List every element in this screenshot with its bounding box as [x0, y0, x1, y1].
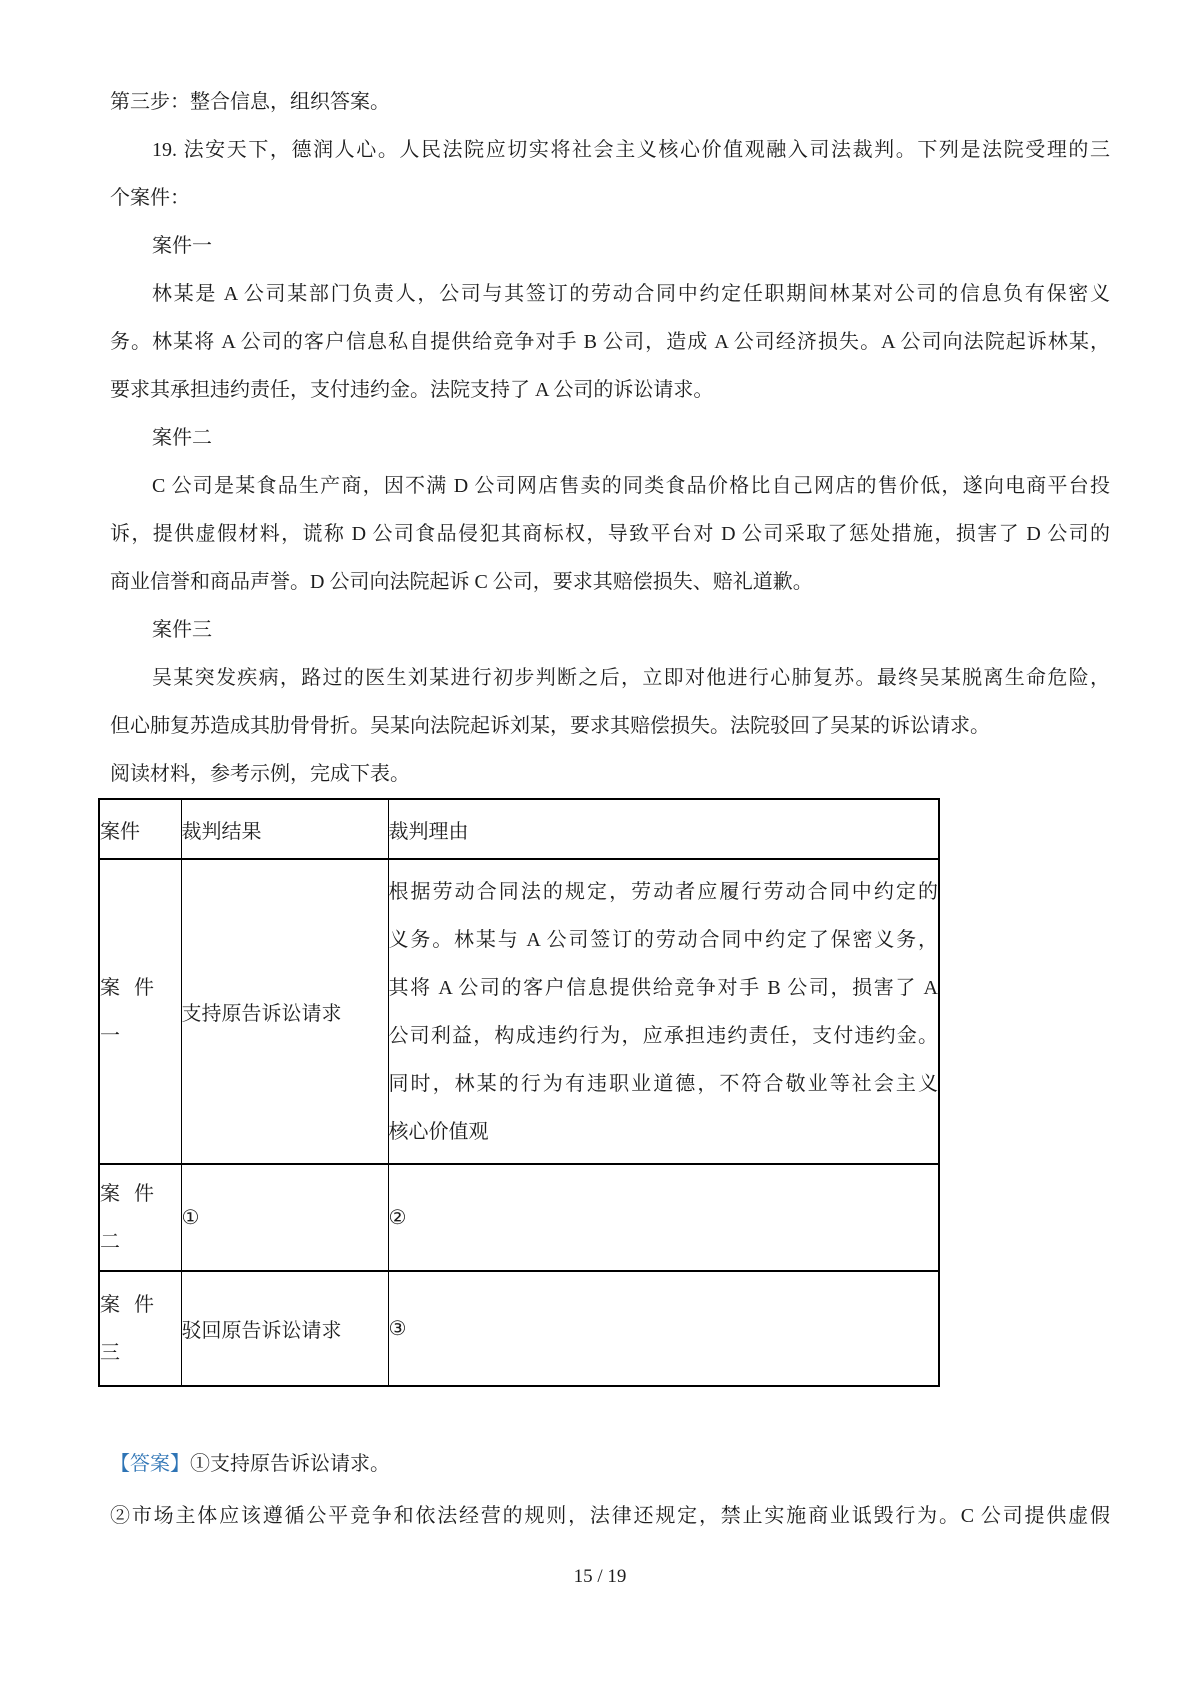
table-row-case-1 — [99, 859, 939, 1164]
reason-line: 核心价值观 — [388, 1120, 489, 1143]
answer-section — [110, 1438, 1110, 1542]
cases-table — [98, 798, 940, 1387]
table-header-row — [99, 799, 939, 859]
body-paragraphs — [110, 78, 1110, 798]
table-row-case-3 — [99, 1271, 939, 1386]
text-line: 但心肺复苏造成其肋骨骨折。吴某向法院起诉刘某，要求其赔偿损失。法院驳回了吴某的诉讼请求。 — [110, 715, 990, 737]
reason-line: 其将 A 公司的客户信息提供给竞争对手 B 公司，损害了 A — [388, 976, 938, 999]
cell-case-2 — [99, 1164, 181, 1271]
table-row-case-2 — [99, 1164, 939, 1271]
case-number: 二 — [100, 1230, 120, 1253]
text-line: 林某是 A 公司某部门负责人，公司与其签订的劳动合同中约定任职期间林某对公司的信息负有保密义 — [152, 283, 1110, 305]
text-line: 务。林某将 A 公司的客户信息私自提供给竞争对手 B 公司，造成 A 公司经济损失。A 公司向法院起诉林某， — [110, 331, 1110, 353]
text-line: 商业信誉和商品声誉。D 公司向法院起诉 C 公司，要求其赔偿损失、赔礼道歉。 — [110, 571, 813, 593]
cell-case-3 — [99, 1271, 181, 1386]
text-line: 19. 法安天下，德润人心。人民法院应切实将社会主义核心价值观融入司法裁判。下列是法院受理的三 — [152, 139, 1110, 161]
header-result: 裁判结果 — [181, 799, 388, 859]
cell-reason-1 — [388, 859, 939, 1164]
answer-line-1 — [110, 1438, 1110, 1490]
answer-label: 【答案】 — [110, 1453, 190, 1475]
case-label: 案件 — [100, 976, 154, 999]
text-line: 案件一 — [152, 235, 212, 257]
cell-result-3: 驳回原告诉讼请求 — [181, 1271, 388, 1386]
reason-line: 根据劳动合同法的规定，劳动者应履行劳动合同中约定的 — [388, 880, 938, 903]
cell-reason-2: ② — [388, 1164, 939, 1271]
cell-result-2: ① — [181, 1164, 388, 1271]
text-line: 诉，提供虚假材料，谎称 D 公司食品侵犯其商标权，导致平台对 D 公司采取了惩处措施，损害了 D 公司的 — [110, 523, 1110, 545]
reason-line: 同时，林某的行为有违职业道德，不符合敬业等社会主义 — [388, 1072, 938, 1095]
text-line: 个案件： — [110, 187, 190, 209]
answer-line-2: ②市场主体应该遵循公平竞争和依法经营的规则，法律还规定，禁止实施商业诋毁行为。C 公司提供虚假 — [110, 1505, 1110, 1527]
text-line: 案件二 — [152, 427, 212, 449]
answer-text-1: ①支持原告诉讼请求。 — [190, 1453, 390, 1475]
header-case: 案件 — [99, 799, 181, 859]
header-reason: 裁判理由 — [388, 799, 939, 859]
text-line: 第三步：整合信息，组织答案。 — [110, 91, 390, 113]
page-number: 15 / 19 — [573, 1566, 627, 1587]
cell-case-1 — [99, 859, 181, 1164]
text-line: 阅读材料，参考示例，完成下表。 — [110, 763, 410, 785]
reason-line: 公司利益，构成违约行为，应承担违约责任，支付违约金。 — [388, 1024, 938, 1047]
case-number: 三 — [100, 1341, 120, 1364]
text-line: C 公司是某食品生产商，因不满 D 公司网店售卖的同类食品价格比自己网店的售价低，遂向电商平台投 — [152, 475, 1110, 497]
reason-text — [389, 864, 939, 1160]
reason-line: 义务。林某与 A 公司签订的劳动合同中约定了保密义务， — [388, 928, 938, 951]
text-line: 要求其承担违约责任，支付违约金。法院支持了 A 公司的诉讼请求。 — [110, 379, 714, 401]
case-label: 案件 — [100, 1182, 154, 1205]
cell-reason-3: ③ — [388, 1271, 939, 1386]
case-number: 一 — [100, 1024, 120, 1047]
text-line: 吴某突发疾病，路过的医生刘某进行初步判断之后，立即对他进行心肺复苏。最终吴某脱离生命危险， — [152, 667, 1110, 689]
text-line: 案件三 — [152, 619, 212, 641]
case-label: 案件 — [100, 1293, 154, 1316]
cell-result-1: 支持原告诉讼请求 — [181, 859, 388, 1164]
